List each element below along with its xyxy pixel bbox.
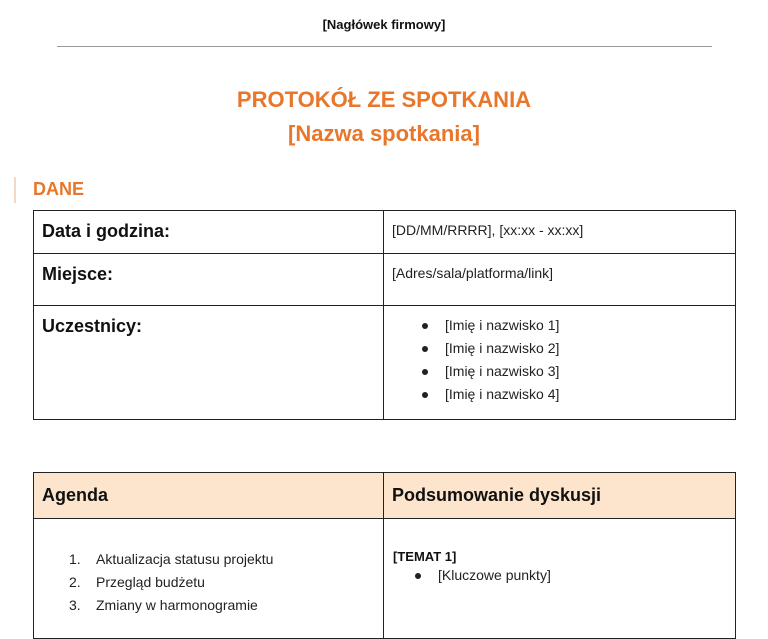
location-value[interactable]: [Adres/sala/platforma/link] bbox=[384, 254, 736, 306]
document-title: PROTOKÓŁ ZE SPOTKANIA bbox=[236, 87, 532, 112]
topic-heading: [TEMAT 1] bbox=[393, 549, 457, 564]
meeting-name: [Nazwa spotkania] bbox=[288, 121, 480, 146]
table-row bbox=[34, 306, 736, 420]
participants-cell[interactable] bbox=[384, 306, 736, 420]
participants-list bbox=[392, 314, 727, 406]
topic-points-list bbox=[385, 564, 734, 587]
table-header-row bbox=[34, 473, 736, 519]
list-item: [Imię i nazwisko 1] bbox=[392, 314, 727, 337]
location-label: Miejsce: bbox=[34, 254, 384, 306]
list-item: [Imię i nazwisko 3] bbox=[392, 360, 727, 383]
summary-cell[interactable] bbox=[384, 519, 736, 639]
item-number: 3. bbox=[69, 597, 81, 613]
table-row bbox=[34, 211, 736, 254]
header-divider bbox=[57, 46, 712, 47]
participants-label: Uczestnicy: bbox=[34, 306, 384, 420]
item-number: 1. bbox=[69, 551, 81, 567]
list-item: [Imię i nazwisko 4] bbox=[392, 383, 727, 406]
table-row bbox=[34, 519, 736, 639]
list-item bbox=[35, 571, 382, 594]
item-text: Aktualizacja statusu projektu bbox=[96, 551, 274, 567]
agenda-list bbox=[35, 520, 382, 617]
date-time-value[interactable]: [DD/MM/RRRR], [xx:xx - xx:xx] bbox=[384, 211, 736, 254]
list-item bbox=[35, 594, 382, 617]
list-item bbox=[35, 548, 382, 571]
table-row bbox=[34, 254, 736, 306]
date-time-label: Data i godzina: bbox=[34, 211, 384, 254]
item-text: Przegląd budżetu bbox=[96, 574, 205, 590]
discussion-summary-header: Podsumowanie dyskusji bbox=[384, 473, 736, 519]
list-item: [Kluczowe punkty] bbox=[385, 564, 734, 587]
item-text: Zmiany w harmonogramie bbox=[96, 597, 258, 613]
list-item: [Imię i nazwisko 2] bbox=[392, 337, 727, 360]
agenda-table bbox=[33, 472, 736, 639]
cursor-margin-mark bbox=[14, 177, 16, 203]
agenda-cell[interactable] bbox=[34, 519, 384, 639]
item-number: 2. bbox=[69, 574, 81, 590]
company-header: [Nagłówek firmowy] bbox=[322, 17, 446, 32]
section-heading-dane: DANE bbox=[33, 179, 85, 199]
meeting-details-table bbox=[33, 210, 736, 420]
agenda-header: Agenda bbox=[34, 473, 384, 519]
